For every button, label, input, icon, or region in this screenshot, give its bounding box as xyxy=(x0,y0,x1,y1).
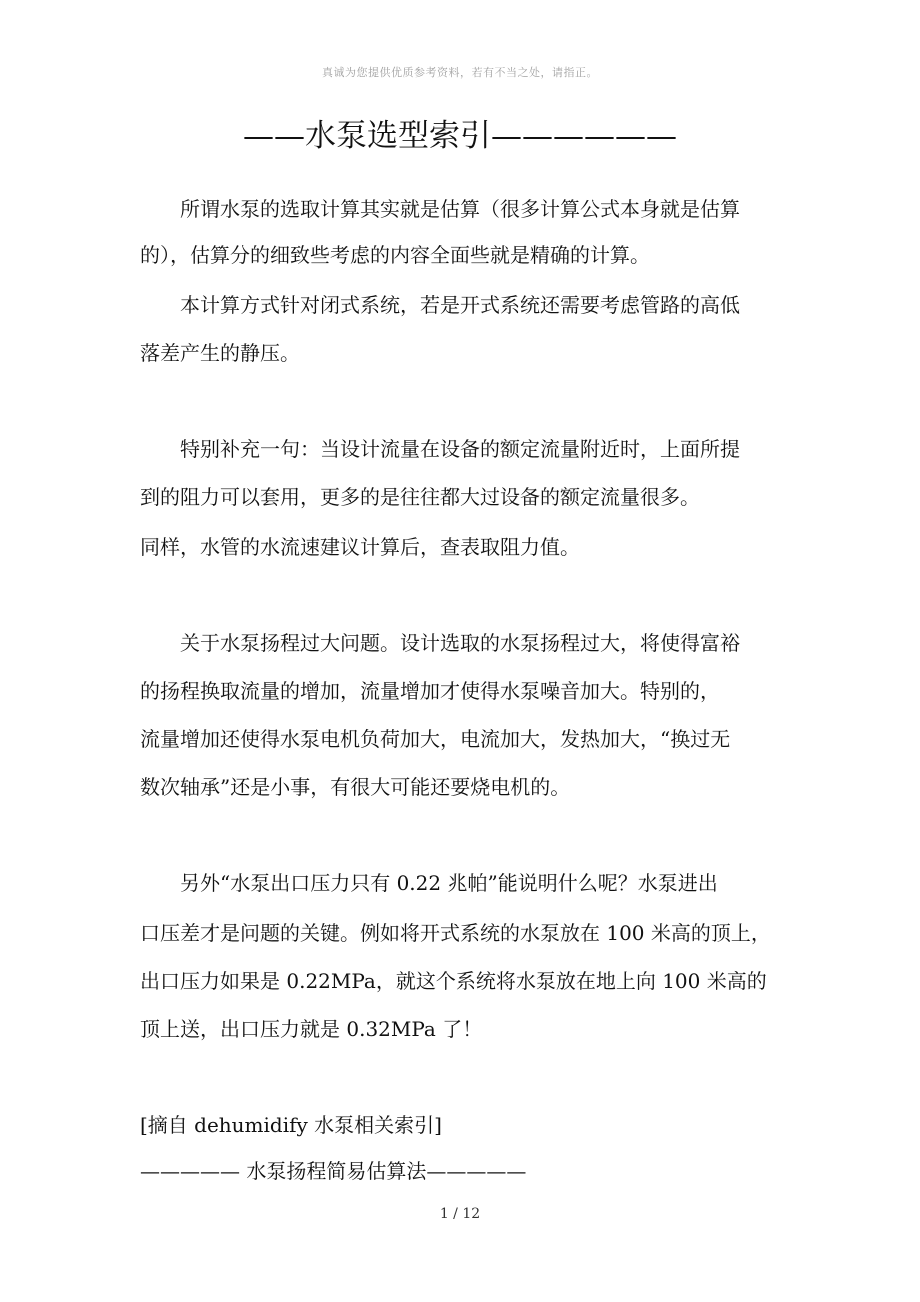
paragraph-line: 另外“水泵出口压力只有 0.22 兆帕”能说明什么呢？水泵进出 xyxy=(180,871,718,895)
paragraph-line: 出口压力如果是 0.22MPa，就这个系统将水泵放在地上向 100 米高的 xyxy=(140,969,767,993)
header-disclaimer: 真诚为您提供优质参考资料，若有不当之处，请指正。 xyxy=(322,66,598,79)
page-number: 1 / 12 xyxy=(439,1206,481,1222)
section-heading: ————— 水泵扬程简易估算法————— xyxy=(140,1159,527,1183)
paragraph-line: 的扬程换取流量的增加，流量增加才使得水泵噪音加大。特别的， xyxy=(140,679,720,703)
paragraph-line: 口压差才是问题的关键。例如将开式系统的水泵放在 100 米高的顶上， xyxy=(140,921,771,945)
page-title: ——水泵选型索引—————— xyxy=(243,118,677,154)
paragraph-line: 本计算方式针对闭式系统，若是开式系统还需要考虑管路的高低 xyxy=(180,293,740,317)
paragraph-line: 关于水泵扬程过大问题。设计选取的水泵扬程过大，将使得富裕 xyxy=(180,631,740,655)
paragraph-line: 顶上送，出口压力就是 0.32MPa 了！ xyxy=(140,1017,483,1041)
paragraph-line: 数次轴承”还是小事，有很大可能还要烧电机的。 xyxy=(140,775,571,799)
paragraph-line: 同样，水管的水流速建议计算后，查表取阻力值。 xyxy=(140,535,580,559)
paragraph-line: 落差产生的静压。 xyxy=(140,341,300,365)
paragraph-line: 到的阻力可以套用，更多的是往往都大过设备的额定流量很多。 xyxy=(140,485,700,509)
paragraph-line: 的），估算分的细致些考虑的内容全面些就是精确的计算。 xyxy=(140,243,650,267)
source-citation: [摘自 dehumidify 水泵相关索引] xyxy=(140,1113,442,1137)
paragraph-line: 所谓水泵的选取计算其实就是估算（很多计算公式本身就是估算 xyxy=(180,197,740,221)
paragraph-line: 特别补充一句：当设计流量在设备的额定流量附近时，上面所提 xyxy=(180,437,740,461)
paragraph-line: 流量增加还使得水泵电机负荷加大，电流加大，发热加大，“换过无 xyxy=(140,727,731,751)
